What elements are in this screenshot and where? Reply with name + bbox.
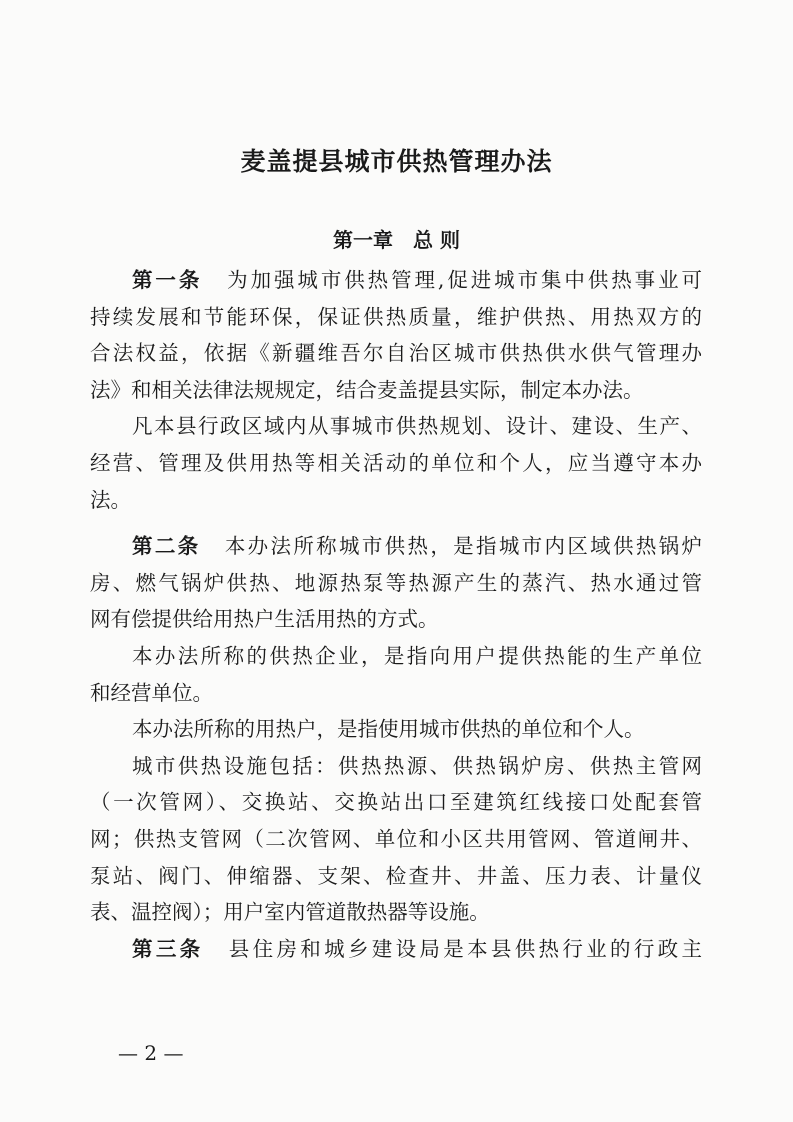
article-2-para-4-line-2: （一次管网）、交换站、交换站出口至建筑红线接口处配套管 <box>90 790 702 815</box>
article-2-para-4-line-4: 泵站、阀门、伸缩器、支架、检查井、井盖、压力表、计量仪 <box>90 863 702 888</box>
document-body <box>90 262 702 967</box>
article-2-para-2-line-2: 和经营单位。 <box>90 680 213 705</box>
article-3-label: 第三条 <box>132 936 204 961</box>
chapter-heading: 第一章 总 则 <box>333 228 460 252</box>
article-1-label: 第一条 <box>132 268 203 292</box>
article-1-line-3: 合法权益，依据《新疆维吾尔自治区城市供热供水供气管理办 <box>90 341 702 366</box>
article-2-para-4-line-5: 表、温控阀）；用户室内管道散热器等设施。 <box>90 900 490 925</box>
article-2-label: 第二条 <box>132 534 201 559</box>
article-1-line-4: 法》和相关法律法规规定，结合麦盖提县实际，制定本办法。 <box>90 377 644 402</box>
article-2-line-3: 网有偿提供给用热户生活用热的方式。 <box>90 607 439 632</box>
article-2-para-3-line-1: 本办法所称的用热户，是指使用城市供热的单位和个人。 <box>132 717 645 742</box>
article-2-line-2: 房、燃气锅炉供热、地源热泵等热源产生的蒸汽、热水通过管 <box>90 570 702 595</box>
article-1-para-2-line-3: 法。 <box>90 487 131 512</box>
page-number: — 2 — <box>118 1041 184 1065</box>
article-2-para-4-line-1: 城市供热设施包括：供热热源、供热锅炉房、供热主管网 <box>132 753 702 778</box>
article-1-para-2-line-1: 凡本县行政区域内从事城市供热规划、设计、建设、生产、 <box>132 414 702 439</box>
article-3-line-1: 第三条 县住房和城乡建设局是本县供热行业的行政主 <box>132 936 703 961</box>
article-1-line-1: 第一条 为加强城市供热管理,促进城市集中供热事业可 <box>132 268 703 292</box>
article-2-line-1: 第二条 本办法所称城市供热，是指城市内区域供热锅炉 <box>132 534 702 559</box>
document-title: 麦盖提县城市供热管理办法 <box>240 147 553 176</box>
article-1-line-2: 持续发展和节能环保，保证供热质量，维护供热、用热双方的 <box>90 304 702 329</box>
article-2-para-2-line-1: 本办法所称的供热企业，是指向用户提供热能的生产单位 <box>132 643 702 668</box>
article-2-para-4-line-3: 网；供热支管网（二次管网、单位和小区共用管网、管道闸井、 <box>90 826 702 851</box>
article-1-para-2-line-2: 经营、管理及供用热等相关活动的单位和个人，应当遵守本办 <box>90 450 702 475</box>
